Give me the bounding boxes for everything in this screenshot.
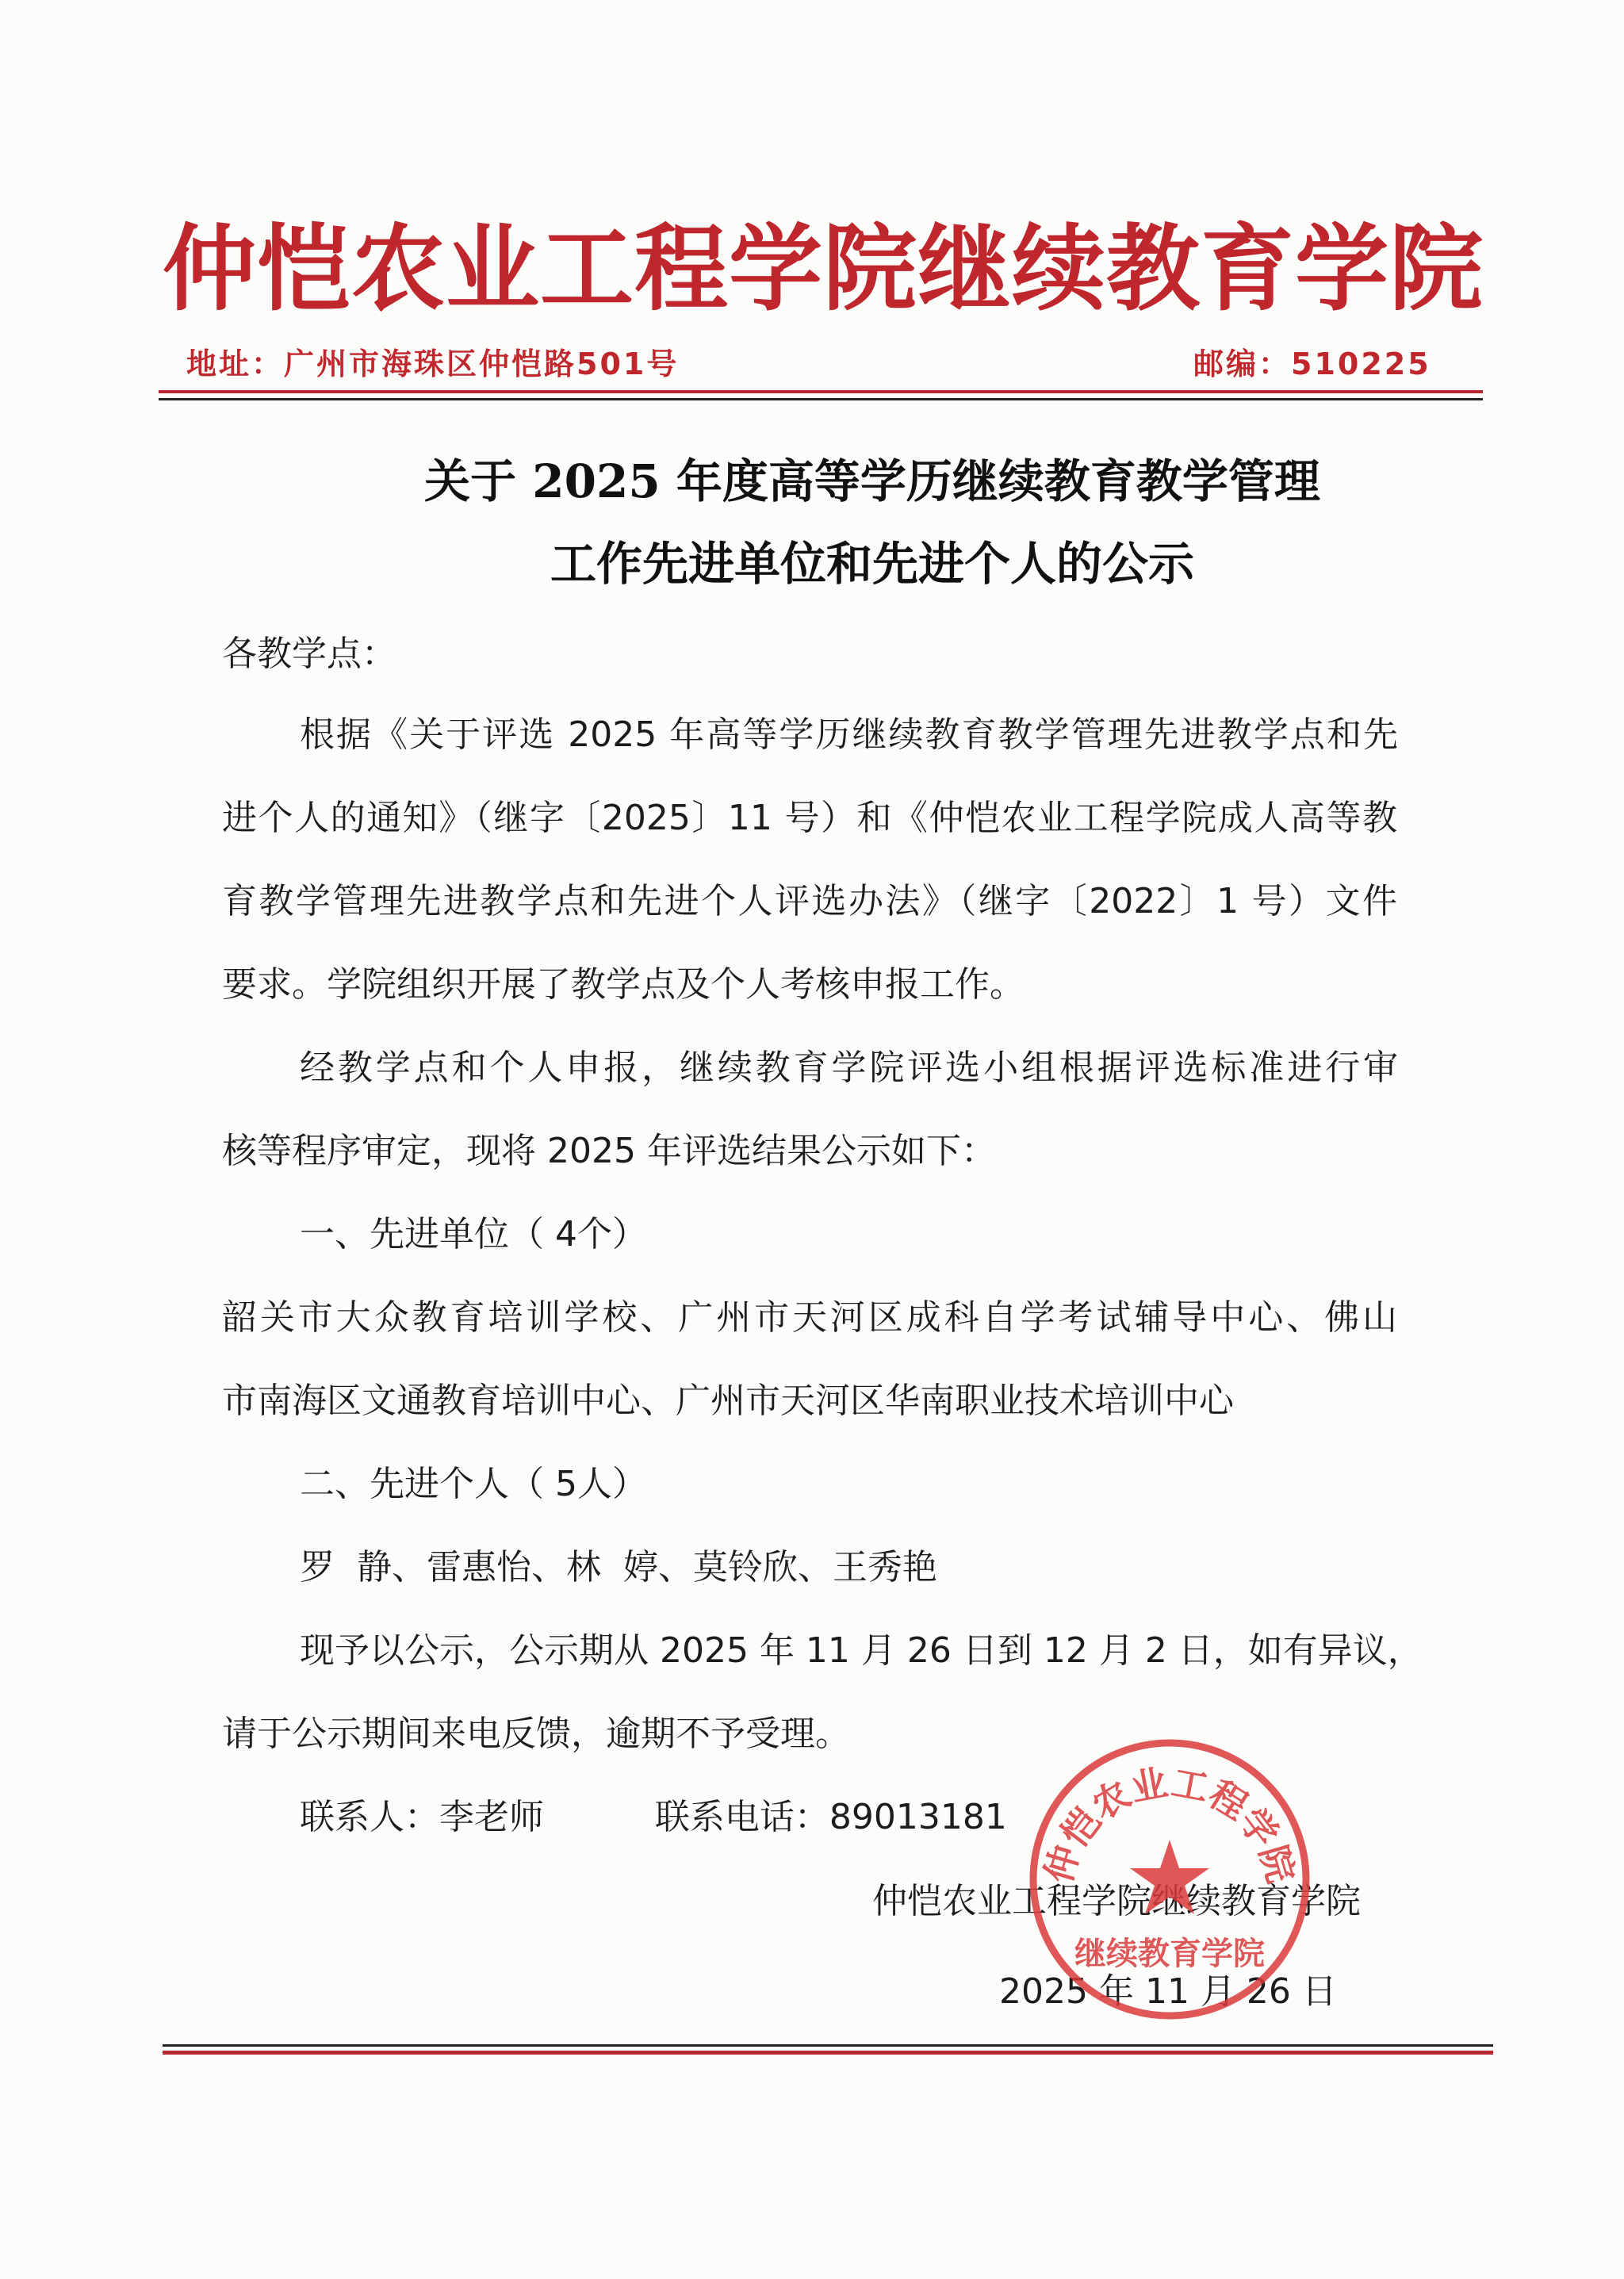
paragraph-1-line-3: 育教学管理先进教学点和先进个人评选办法》（继字〔2022〕1 号）文件: [222, 881, 1397, 921]
paragraph-3-line-1: 现予以公示，公示期从 2025 年 11 月 26 日到 12 月 2 日，如有异议，: [300, 1630, 1423, 1671]
svg-text:继续教育学院: 继续教育学院: [1074, 1936, 1265, 1972]
letterhead-address: 地址：广州市海珠区仲恺路501号: [186, 347, 680, 381]
section-2-content: 罗 静、雷惠怡、林 婷、莫铃欣、王秀艳: [300, 1547, 937, 1588]
section-1-content-line-1: 韶关市大众教育培训学校、广州市天河区成科自学考试辅导中心、佛山: [222, 1297, 1397, 1338]
section-1-content-line-2: 市南海区文通教育培训中心、广州市天河区华南职业技术培训中心: [222, 1381, 1234, 1421]
letterhead-rule-thick: [159, 398, 1483, 400]
document-title-line1: 关于 2025 年度高等学历继续教育教学管理: [424, 454, 1320, 508]
letterhead-org-name: 仲恺农业工程学院继续教育学院: [163, 214, 1484, 324]
section-2-heading: 二、先进个人（ 5人）: [300, 1464, 647, 1504]
paragraph-2-line-2: 核等程序审定，现将 2025 年评选结果公示如下：: [222, 1131, 996, 1171]
salutation: 各教学点：: [222, 634, 396, 674]
letterhead-rule-thin: [159, 390, 1483, 393]
signature-org: 仲恺农业工程学院继续教育学院: [872, 1881, 1361, 1921]
paragraph-1-line-2: 进个人的通知》（继字〔2025〕11 号）和《仲恺农业工程学院成人高等教: [222, 798, 1397, 838]
paragraph-1-line-4: 要求。学院组织开展了教学点及个人考核申报工作。: [222, 964, 1025, 1005]
footer-rule-thick: [163, 2051, 1493, 2055]
paragraph-1-line-1: 根据《关于评选 2025 年高等学历继续教育教学管理先进教学点和先: [300, 714, 1398, 755]
letterhead-postcode: 邮编：510225: [1193, 347, 1431, 381]
official-seal-icon: [1023, 1733, 1316, 2026]
document-title-line2: 工作先进单位和先进个人的公示: [550, 537, 1194, 591]
signature-date: 2025 年 11 月 26 日: [999, 1971, 1337, 2012]
svg-text:仲恺农业工程学院: 仲恺农业工程学院: [1036, 1760, 1303, 1888]
footer-rule-thin: [163, 2044, 1493, 2047]
paragraph-3-line-2: 请于公示期间来电反馈，逾期不予受理。: [222, 1714, 850, 1754]
paragraph-2-line-1: 经教学点和个人申报，继续教育学院评选小组根据评选标准进行审: [300, 1048, 1398, 1088]
contact-line: 联系人：李老师 联系电话：89013181: [300, 1797, 1007, 1837]
section-1-heading: 一、先进单位（ 4个）: [300, 1214, 647, 1254]
